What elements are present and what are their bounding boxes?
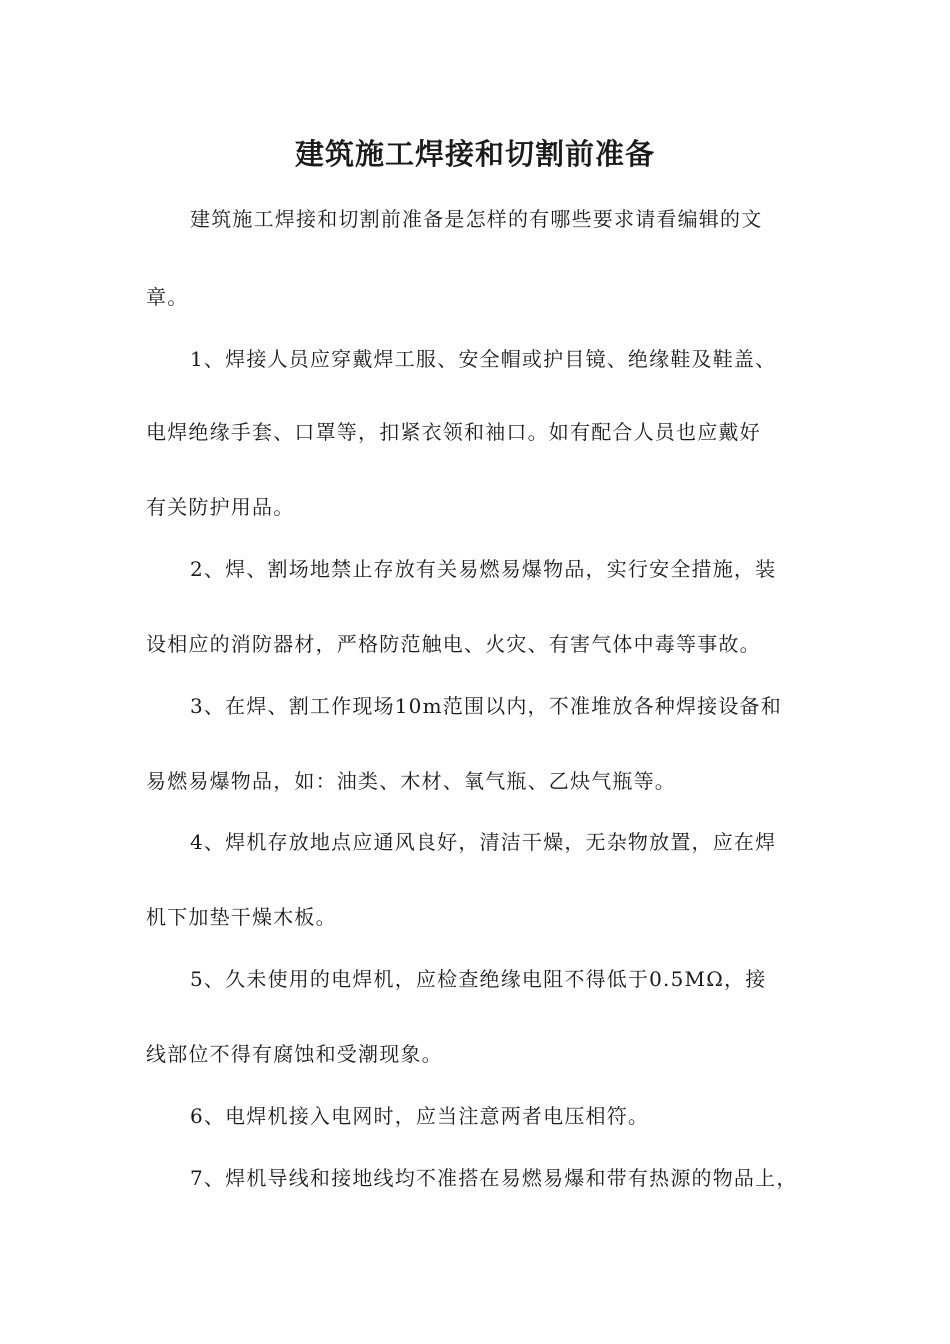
item-1-line-3: 有关防护用品。 [146,495,295,519]
document-title: 建筑施工焊接和切割前准备 [294,137,655,171]
item-4-line-2: 机下加垫干燥木板。 [146,905,337,929]
item-1-line-2: 电焊绝缘手套、口罩等，扣紧衣领和袖口。如有配合人员也应戴好 [146,420,761,444]
item-2-line-2: 设相应的消防器材，严格防范触电、火灾、有害气体中毒等事故。 [146,632,761,656]
item-3-line-1: 3、在焊、割工作现场10m范围以内，不准堆放各种焊接设备和 [190,694,782,718]
item-7-line-1: 7、焊机导线和接地线均不准搭在易燃易爆和带有热源的物品上， [190,1166,798,1190]
item-2-line-1: 2、焊、割场地禁止存放有关易燃易爆物品，实行安全措施，装 [190,557,777,581]
item-1-line-1: 1、焊接人员应穿戴焊工服、安全帽或护目镜、绝缘鞋及鞋盖、 [190,347,777,371]
item-5-line-2: 线部位不得有腐蚀和受潮现象。 [146,1042,443,1066]
item-6-line-1: 6、电焊机接入电网时，应当注意两者电压相符。 [190,1104,650,1128]
item-5-line-1: 5、久未使用的电焊机，应检查绝缘电阻不得低于0.5MΩ，接 [190,967,767,991]
item-3-line-2: 易燃易爆物品，如：油类、木材、氧气瓶、乙炔气瓶等。 [146,769,676,793]
intro-line-2: 章。 [146,285,189,309]
intro-line-1: 建筑施工焊接和切割前准备是怎样的有哪些要求请看编辑的文 [190,207,763,231]
item-4-line-1: 4、焊机存放地点应通风良好，清洁干燥，无杂物放置，应在焊 [190,830,777,854]
